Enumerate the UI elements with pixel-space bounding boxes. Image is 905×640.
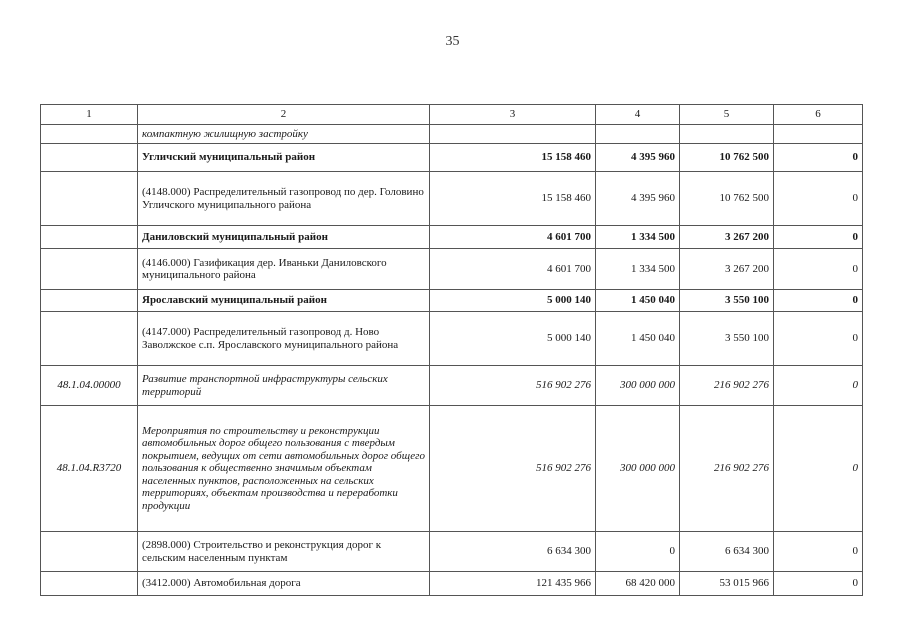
table-row <box>41 144 863 172</box>
table-row <box>41 572 863 596</box>
value-cell: 121 435 966 <box>430 572 596 596</box>
code-cell: 48.1.04.R3720 <box>41 406 138 532</box>
value-cell: 0 <box>774 312 863 366</box>
value-cell: 6 634 300 <box>430 532 596 572</box>
table-row <box>41 406 863 532</box>
value-cell: 6 634 300 <box>680 532 774 572</box>
code-cell <box>41 572 138 596</box>
value-cell: 3 550 100 <box>680 312 774 366</box>
value-cell: 0 <box>774 572 863 596</box>
column-number: 5 <box>680 105 774 125</box>
value-cell: 0 <box>774 172 863 226</box>
table-row <box>41 532 863 572</box>
value-cell <box>680 125 774 144</box>
code-cell <box>41 290 138 312</box>
value-cell: 5 000 140 <box>430 290 596 312</box>
column-number: 6 <box>774 105 863 125</box>
value-cell: 1 450 040 <box>596 290 680 312</box>
name-cell: (3412.000) Автомобильная дорога <box>138 572 430 596</box>
value-cell: 4 395 960 <box>596 144 680 172</box>
value-cell <box>596 125 680 144</box>
name-cell: (4148.000) Распределительный газопровод по дер. Головино Угличского муниципального района <box>138 172 430 226</box>
name-cell: Даниловский муниципальный район <box>138 226 430 249</box>
code-cell <box>41 144 138 172</box>
value-cell: 300 000 000 <box>596 406 680 532</box>
value-cell: 216 902 276 <box>680 406 774 532</box>
value-cell: 3 267 200 <box>680 226 774 249</box>
value-cell: 15 158 460 <box>430 144 596 172</box>
column-number: 1 <box>41 105 138 125</box>
code-cell <box>41 249 138 290</box>
table-row <box>41 290 863 312</box>
value-cell <box>774 125 863 144</box>
column-number-row <box>41 105 863 125</box>
value-cell: 0 <box>774 366 863 406</box>
value-cell: 3 550 100 <box>680 290 774 312</box>
value-cell: 216 902 276 <box>680 366 774 406</box>
value-cell: 1 334 500 <box>596 249 680 290</box>
table-row <box>41 172 863 226</box>
value-cell: 516 902 276 <box>430 406 596 532</box>
name-cell: Ярославский муниципальный район <box>138 290 430 312</box>
table-row <box>41 366 863 406</box>
value-cell: 0 <box>774 226 863 249</box>
code-cell: 48.1.04.00000 <box>41 366 138 406</box>
code-cell <box>41 226 138 249</box>
value-cell: 0 <box>596 532 680 572</box>
value-cell <box>430 125 596 144</box>
name-cell: (2898.000) Строительство и реконструкция дорог к сельским населенным пунктам <box>138 532 430 572</box>
value-cell: 4 395 960 <box>596 172 680 226</box>
value-cell: 10 762 500 <box>680 172 774 226</box>
table-row <box>41 226 863 249</box>
table-row <box>41 125 863 144</box>
code-cell <box>41 532 138 572</box>
value-cell: 1 450 040 <box>596 312 680 366</box>
value-cell: 4 601 700 <box>430 226 596 249</box>
name-cell: (4147.000) Распределительный газопровод д. Ново Заволжское с.п. Ярославского муниципального района <box>138 312 430 366</box>
value-cell: 0 <box>774 144 863 172</box>
column-number: 3 <box>430 105 596 125</box>
value-cell: 0 <box>774 532 863 572</box>
column-number: 4 <box>596 105 680 125</box>
value-cell: 3 267 200 <box>680 249 774 290</box>
name-cell: Развитие транспортной инфраструктуры сельских территорий <box>138 366 430 406</box>
value-cell: 15 158 460 <box>430 172 596 226</box>
value-cell: 4 601 700 <box>430 249 596 290</box>
value-cell: 516 902 276 <box>430 366 596 406</box>
value-cell: 53 015 966 <box>680 572 774 596</box>
value-cell: 5 000 140 <box>430 312 596 366</box>
table-row <box>41 312 863 366</box>
code-cell <box>41 125 138 144</box>
code-cell <box>41 312 138 366</box>
value-cell: 68 420 000 <box>596 572 680 596</box>
name-cell: компактную жилищную застройку <box>138 125 430 144</box>
value-cell: 1 334 500 <box>596 226 680 249</box>
table-row <box>41 249 863 290</box>
budget-table <box>40 104 863 596</box>
value-cell: 0 <box>774 406 863 532</box>
column-number: 2 <box>138 105 430 125</box>
code-cell <box>41 172 138 226</box>
value-cell: 0 <box>774 249 863 290</box>
page-number: 35 <box>445 34 460 49</box>
name-cell: Угличский муниципальный район <box>138 144 430 172</box>
name-cell: (4146.000) Газификация дер. Иваньки Даниловского муниципального района <box>138 249 430 290</box>
value-cell: 0 <box>774 290 863 312</box>
value-cell: 300 000 000 <box>596 366 680 406</box>
name-cell: Мероприятия по строительству и реконструкции автомобильных дорог общего пользования с твердым покрытием, ведущих от сети автомобильных дорог общего пользования к общественно значимым объектам населенных пунктов, расположенных на сельских территориях, объектам производства и переработки продукции <box>138 406 430 532</box>
value-cell: 10 762 500 <box>680 144 774 172</box>
